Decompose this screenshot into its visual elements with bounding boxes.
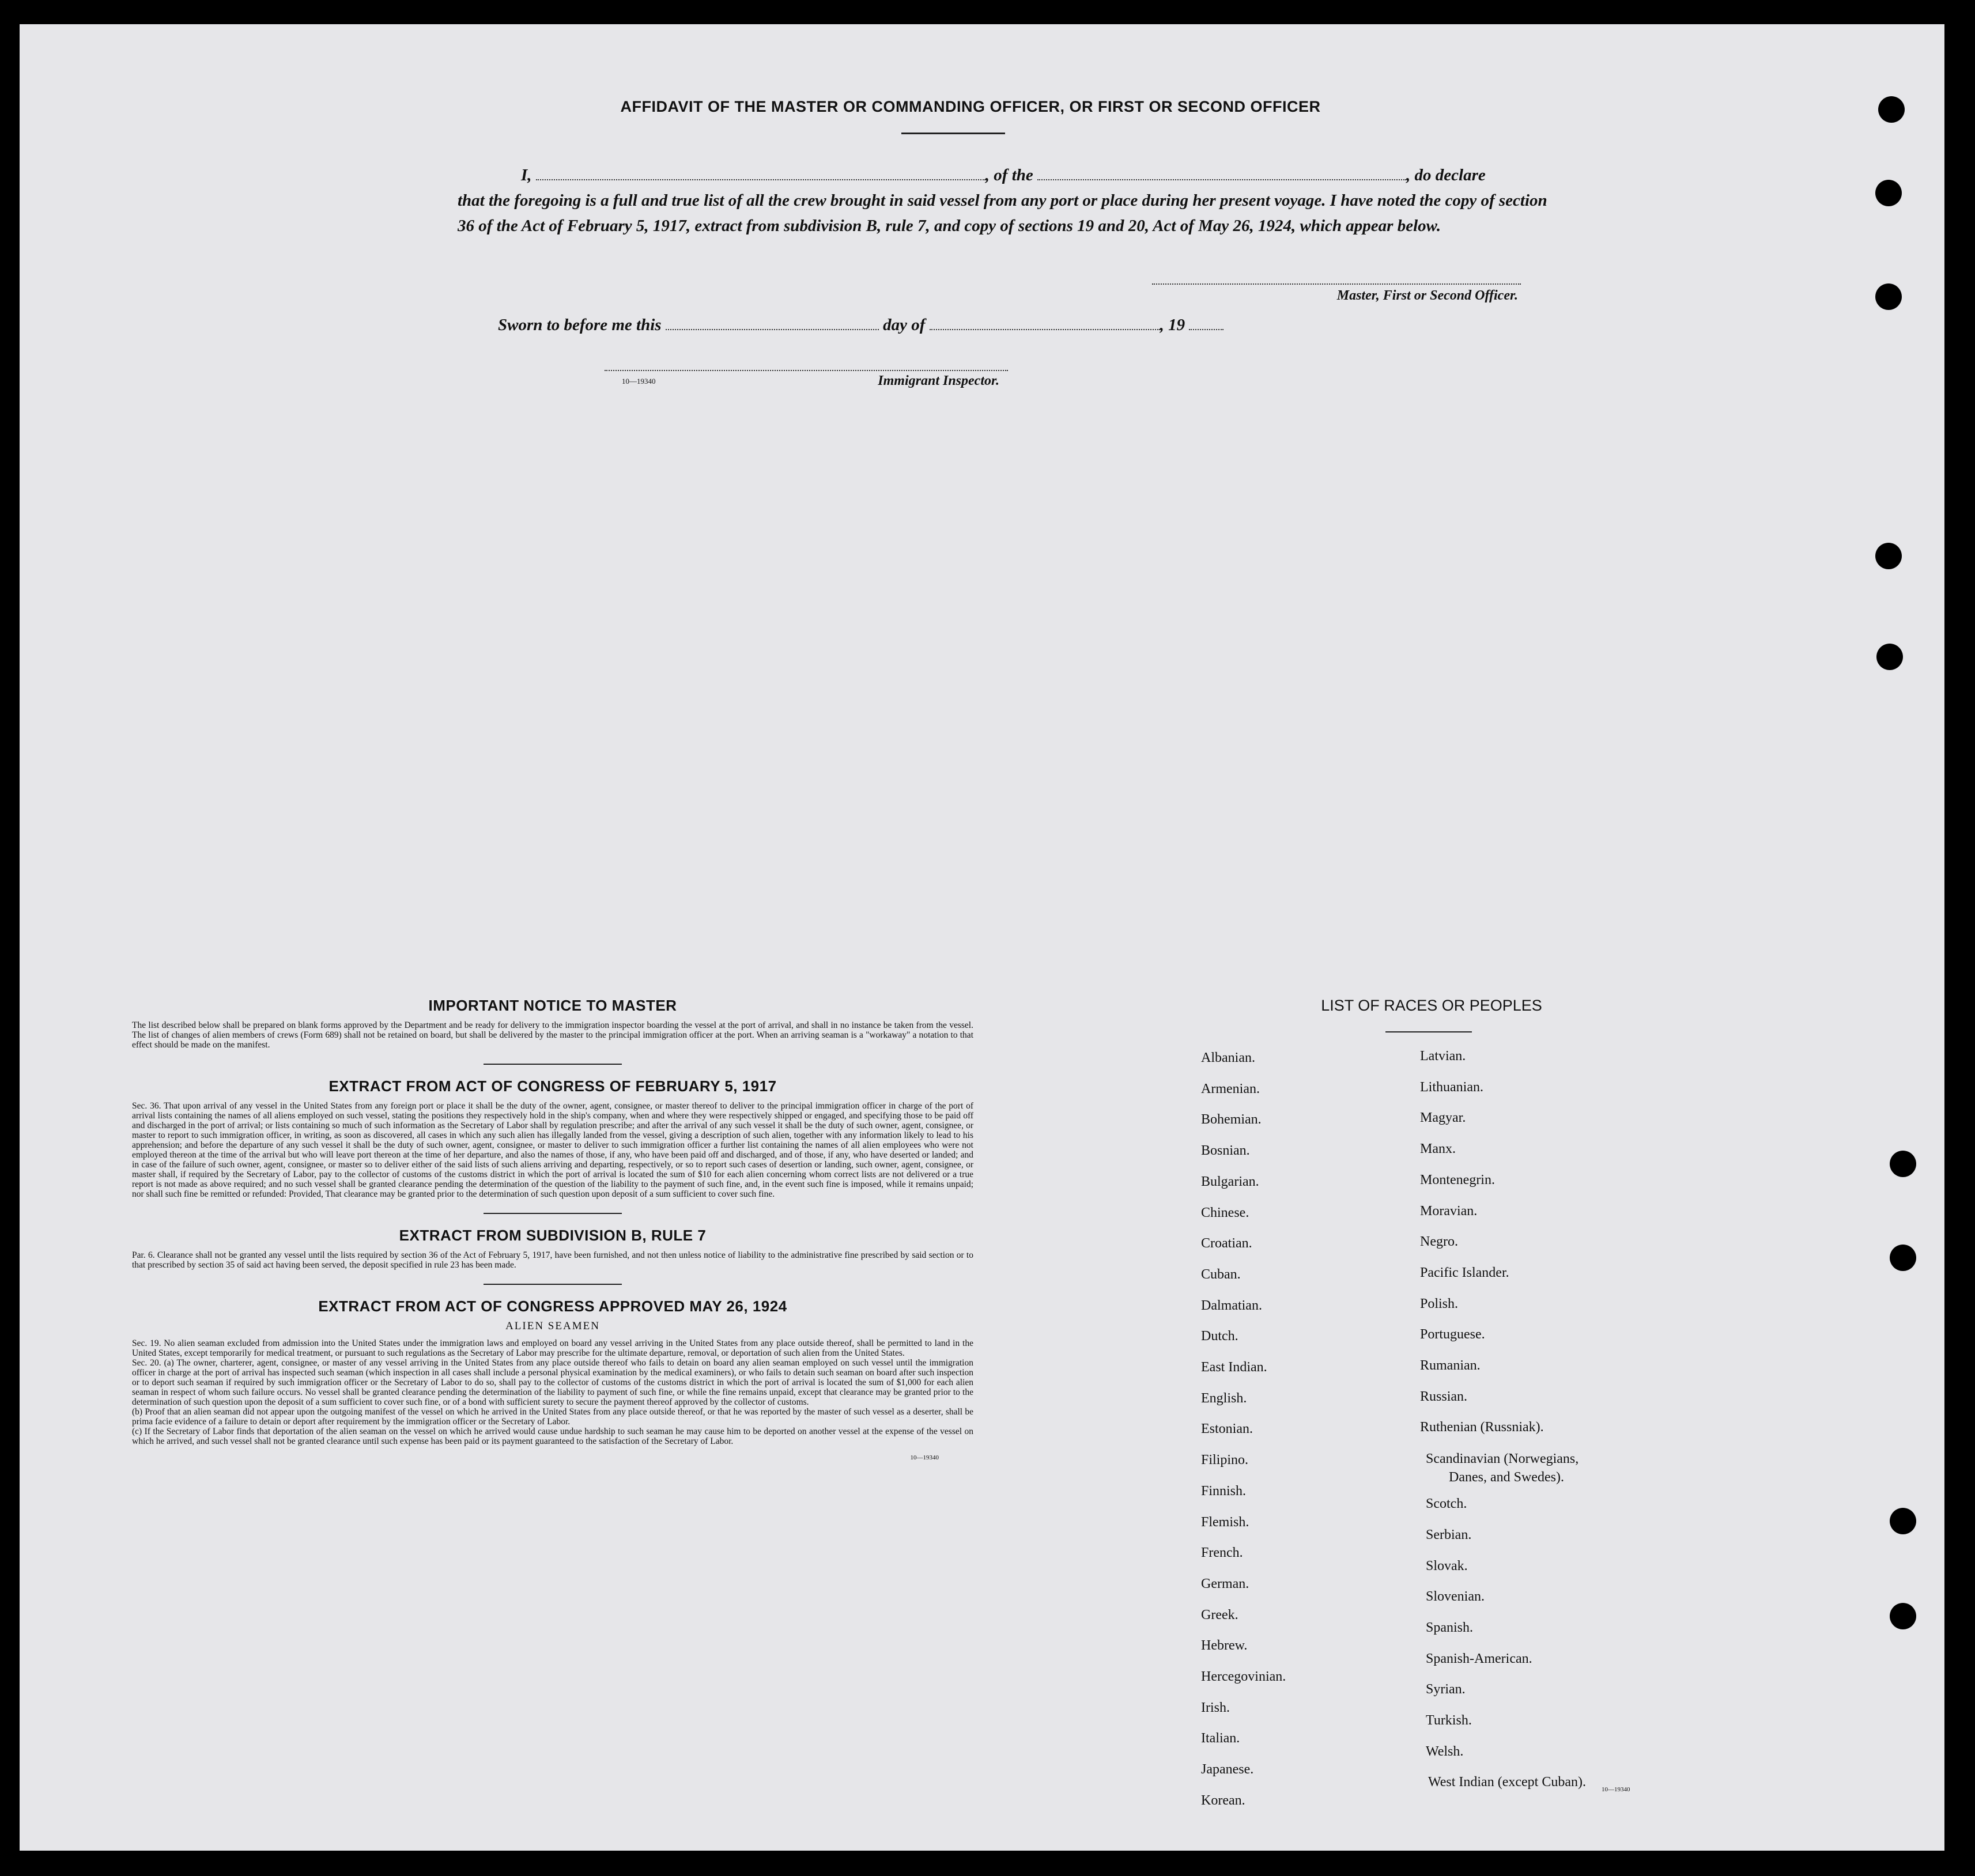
race-item: Rumanian.	[1420, 1358, 1481, 1374]
race-item: Slovenian.	[1426, 1589, 1485, 1605]
race-item: Greek.	[1201, 1607, 1238, 1622]
race-item: Irish.	[1201, 1700, 1230, 1715]
race-item: Cuban.	[1201, 1266, 1241, 1282]
race-item: Scotch.	[1426, 1496, 1467, 1512]
race-item: Danes, and Swedes).	[1449, 1470, 1564, 1485]
race-item: Korean.	[1201, 1792, 1245, 1808]
label-do-declare: , do declare	[1406, 166, 1486, 184]
race-item: Spanish.	[1426, 1620, 1474, 1635]
divider	[484, 1213, 622, 1214]
race-item: Syrian.	[1426, 1682, 1466, 1697]
sworn-year-field[interactable]	[1189, 316, 1223, 330]
form-code: 10—19340	[1602, 1786, 1630, 1793]
race-item: Japanese.	[1201, 1762, 1254, 1777]
form-code: 10—19340	[910, 1454, 939, 1461]
race-item: Scandinavian (Norwegians,	[1426, 1451, 1579, 1467]
extract-1917-title: EXTRACT FROM ACT OF CONGRESS OF FEBRUARY 5, 1917	[328, 1077, 777, 1095]
races-title: LIST OF RACES OR PEOPLES	[1321, 997, 1542, 1014]
punch-hole	[1878, 96, 1905, 123]
race-item: West Indian (except Cuban).	[1428, 1775, 1586, 1790]
divider	[484, 1064, 622, 1065]
punch-hole	[1890, 1603, 1916, 1629]
punch-hole	[1876, 644, 1903, 670]
race-item: Serbian.	[1426, 1527, 1472, 1542]
notice-column	[132, 997, 973, 1461]
race-item: Dutch.	[1201, 1329, 1238, 1344]
title-rule	[1385, 1031, 1472, 1032]
race-item: Welsh.	[1426, 1743, 1464, 1759]
sworn-year-label: , 19	[1160, 316, 1185, 334]
extract-1924-title: EXTRACT FROM ACT OF CONGRESS APPROVED MAY 26, 1924	[318, 1298, 787, 1315]
race-item: Magyar.	[1420, 1110, 1466, 1126]
affidavit-title: AFFIDAVIT OF THE MASTER OR COMMANDING OFFICER, OR FIRST OR SECOND OFFICER	[620, 98, 1321, 115]
form-code: 10—19340	[622, 377, 656, 385]
race-item: Moravian.	[1420, 1203, 1478, 1219]
vessel-field[interactable]	[1037, 167, 1406, 180]
race-item: French.	[1201, 1545, 1243, 1561]
race-item: Spanish-American.	[1426, 1651, 1532, 1666]
declaration-line	[458, 162, 1553, 188]
race-item: Hebrew.	[1201, 1638, 1248, 1654]
inspector-label: Immigrant Inspector.	[878, 373, 999, 388]
race-item: Armenian.	[1201, 1081, 1260, 1096]
extract-rule7-text: Par. 6. Clearance shall not be granted any vessel until the lists required by section 36 of the Act of February 5, 1917, have been furnished, and not then unless notice of liability to the administrative fine prescribed by said section or to that prescribed by section 35 of said act having been served, the deposit specified in rule 23 has been made.	[132, 1250, 973, 1270]
sworn-month-field[interactable]	[930, 316, 1160, 330]
notice-title: IMPORTANT NOTICE TO MASTER	[428, 997, 677, 1014]
sworn-day-field[interactable]	[666, 316, 879, 330]
sworn-line	[498, 316, 1223, 335]
race-item: Bohemian.	[1201, 1112, 1262, 1128]
extract-rule7-title: EXTRACT FROM SUBDIVISION B, RULE 7	[399, 1227, 707, 1244]
label-i: I,	[521, 166, 532, 184]
race-item: Manx.	[1420, 1141, 1456, 1157]
race-item: Chinese.	[1201, 1205, 1249, 1220]
race-item: English.	[1201, 1390, 1247, 1406]
race-item: Hercegovinian.	[1201, 1669, 1286, 1685]
race-item: Portuguese.	[1420, 1327, 1485, 1342]
race-item: Filipino.	[1201, 1453, 1249, 1468]
race-item: Bosnian.	[1201, 1143, 1250, 1159]
race-item: German.	[1201, 1576, 1249, 1591]
extract-1917-text: Sec. 36. That upon arrival of any vessel in the United States from any foreign port or place it shall be the duty of the owner, agent, consignee, or master thereof to deliver to the principal immigration officer in charge of the port of arrival lists containing the names of all aliens employed on such vessel, stating the positions they respectively hold in the ship's company, when and where they were respectively shipped or engaged, and specifying those to be paid off and discharged in the port of arrival; or lists containing so much of such information as the Secretary of Labor shall by regulation prescribe; and after the arrival of any such vessel it shall be the duty of such owner, agent, consignee, or master to report to such immigration officer, in writing, as soon as discovered, all cases in which any such alien has illegally landed from the vessel, giving a description of such alien, together with any information likely to lead to his apprehension; and before the departure of any such vessel it shall be the duty of such owner, agent, consignee, or master to deliver to such immigration officer a further list containing the names of all alien employees who were not employed thereon at the time of the arrival but who will leave port thereon at the time of her departure, and also the names of those, if any, who have been paid off and discharged, and of those, if any, who have deserted or landed; and in case of the failure of such owner, agent, consignee, or master so to deliver either of the said lists of such aliens arriving and departing, respectively, or so to report such cases of desertion or landing, such owner, agent, consignee, or master shall, if required by the Secretary of Labor, pay to the collector of customs of the customs district in which the port of arrival is located the sum of $10 for each alien concerning whom correct lists are not delivered or a true report is not made as above required; and no such vessel shall be granted clearance pending the determination of the question of the liability to the payment of such fine, and, in the event such fine is imposed, while it remains unpaid; nor shall such fine be remitted or refunded: Provided, That clearance may be granted prior to the determination of such question upon deposit of a sum sufficient to cover such fine.	[132, 1101, 973, 1199]
label-of-the: , of the	[985, 166, 1033, 184]
affidavit-text: that the foregoing is a full and true list of all the crew brought in said vessel from any port or place during her present voyage. I have noted the copy of section 36 of the Act of February 5, 1917, extract from subdivision B, rule 7, and copy of sections 19 and 20, Act of May 26, 1924, which appear below.	[458, 191, 1547, 235]
race-item: Estonian.	[1201, 1421, 1253, 1437]
sec20b-text: (b) Proof that an alien seaman did not appear upon the outgoing manifest of the vessel on which he arrived in the United States from any place outside thereof, or that he was reported by the master of such vessel as a deserter, shall be prima facie evidence of a failure to detain or deport after requirement by the immigration officer or the Secretary of Labor.	[132, 1407, 973, 1427]
signature-field[interactable]	[1152, 283, 1521, 285]
race-item: Polish.	[1420, 1296, 1459, 1311]
race-item: Flemish.	[1201, 1514, 1249, 1530]
race-item: Turkish.	[1426, 1713, 1472, 1729]
races-column-2	[1420, 1041, 1708, 1798]
sec20a-text: Sec. 20. (a) The owner, charterer, agent, consignee, or master of any vessel arriving in the United States from any place outside thereof who fails to detain on board any alien seaman employed on such vessel until the immigration officer in charge at the port of arrival has inspected such seaman (which inspection in all cases shall include a personal physical examination by the medical examiners), or who fails to detain such seaman on board after such inspection or to deport such seaman if required by such immigration officer or the Secretary of Labor to do so, shall pay to the collector of customs of the customs district in which the port of arrival is located the sum of $1,000 for each alien seaman in respect of whom such failure occurs. No vessel shall be granted clearance pending the determination of the liability to payment of such fine, or while the fine remains unpaid, except that clearance may be granted prior to the determination of such question upon the deposit of a sum sufficient to cover such fine, or of a bond with sufficient surety to secure the payment thereof approved by the collector of customs.	[132, 1358, 973, 1407]
punch-hole	[1890, 1245, 1916, 1271]
punch-hole	[1875, 180, 1902, 206]
race-item: Italian.	[1201, 1731, 1240, 1746]
punch-hole	[1890, 1151, 1916, 1177]
sworn-day-label: day of	[883, 316, 926, 334]
alien-seamen-subtitle: ALIEN SEAMEN	[505, 1320, 600, 1332]
race-item: Ruthenian (Russniak).	[1420, 1420, 1544, 1435]
race-item: Montenegrin.	[1420, 1172, 1495, 1187]
race-item: Dalmatian.	[1201, 1298, 1262, 1313]
race-item: Slovak.	[1426, 1558, 1468, 1574]
punch-hole	[1875, 283, 1902, 310]
signature-label: Master, First or Second Officer.	[1336, 288, 1518, 303]
inspector-signature-field[interactable]	[605, 370, 1008, 371]
punch-hole	[1890, 1508, 1916, 1534]
divider	[484, 1284, 622, 1285]
title-rule	[901, 133, 1005, 134]
sec20c-text: (c) If the Secretary of Labor finds that deportation of the alien seaman on the vessel on which he arrived would cause undue hardship to such seaman he may cause him to be deported on another vessel at the expense of the vessel on which he arrived, and such vessel shall not be granted clearance until such expense has been paid or its payment guaranteed to the satisfaction of the Secretary of Labor.	[132, 1427, 973, 1446]
race-item: Negro.	[1420, 1234, 1458, 1250]
notice-text: The list described below shall be prepared on blank forms approved by the Department and be ready for delivery to the immigration inspector boarding the vessel at the port of arrival, and shall in no instance be taken from the vessel. The list of changes of alien members of crews (Form 689) shall not be retained on board, but shall be delivered by the master to the principal immigration officer at the port. When an arriving seaman is a "workaway" a notation to that effect should be made on the manifest.	[132, 1020, 973, 1050]
sec19-text: Sec. 19. No alien seaman excluded from admission into the United States under the immigration laws and employed on board any vessel arriving in the United States from any place outside thereof, shall be permitted to land in the United States, except temporarily for medical treatment, or pursuant to such regulations as the Secretary of Labor may prescribe for the ultimate departure, removal, or deportation of such alien from the United States.	[132, 1338, 973, 1358]
affidavit-body	[458, 162, 1553, 239]
punch-hole	[1875, 543, 1902, 569]
race-item: Finnish.	[1201, 1483, 1247, 1499]
sworn-prefix: Sworn to before me this	[498, 316, 662, 334]
race-item: Bulgarian.	[1201, 1174, 1259, 1189]
race-item: Russian.	[1420, 1389, 1468, 1404]
race-item: Lithuanian.	[1420, 1079, 1483, 1095]
race-item: Latvian.	[1420, 1049, 1466, 1064]
race-item: Croatian.	[1201, 1236, 1252, 1251]
race-item: Albanian.	[1201, 1050, 1255, 1065]
form-sheet	[20, 24, 1944, 1851]
race-item: East Indian.	[1201, 1360, 1267, 1375]
race-item: Pacific Islander.	[1420, 1265, 1509, 1280]
name-field[interactable]	[536, 167, 985, 180]
